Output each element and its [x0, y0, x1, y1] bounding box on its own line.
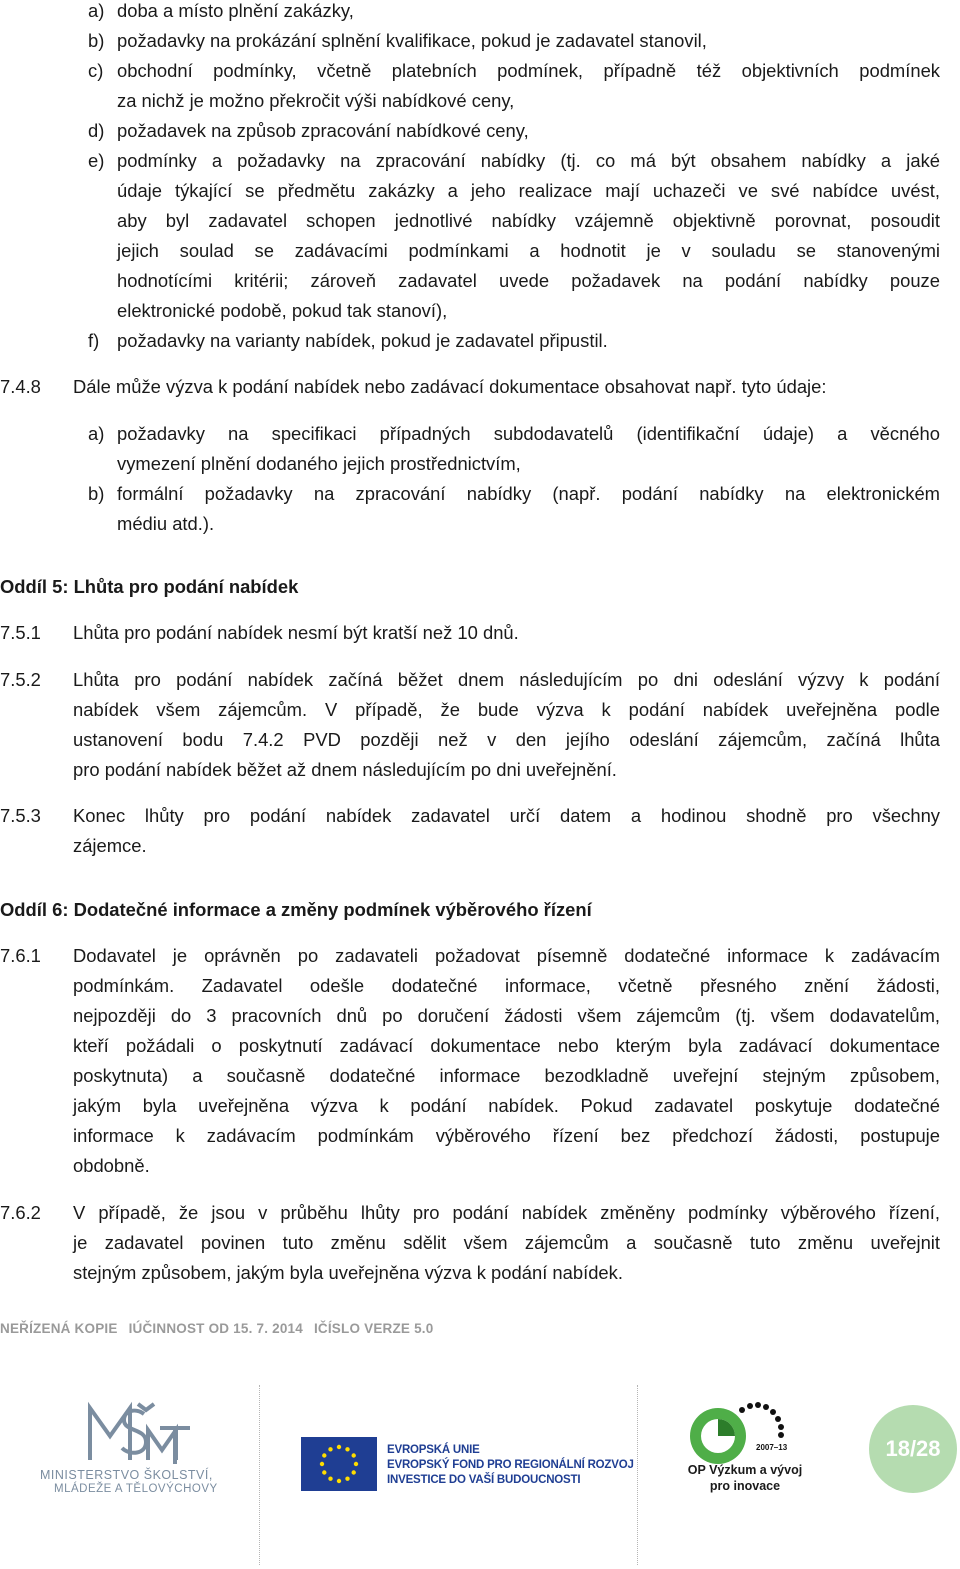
- paragraph-7-5-3: [0, 801, 940, 861]
- list-text: za nichž je možno překročit výši nabídkové ceny,: [117, 90, 515, 111]
- paragraph-number: 7.6.1: [0, 945, 41, 966]
- paragraph-text: obdobně.: [73, 1155, 150, 1176]
- list-item: [88, 116, 940, 146]
- list-item: [88, 419, 940, 479]
- op-emblem-icon: [684, 1400, 804, 1470]
- list-item: [88, 146, 940, 326]
- op-line: pro inovace: [709, 1479, 781, 1493]
- msmt-caption-line: MINISTERSTVO ŠKOLSTVÍ,: [40, 1468, 213, 1482]
- list-label: b): [88, 483, 105, 504]
- paragraph-7-6-1: [0, 941, 940, 1181]
- paragraph-number: 7.6.2: [0, 1202, 41, 1223]
- paragraph-7-4-8: [0, 372, 940, 402]
- document-footer: [0, 1321, 433, 1336]
- list-label: c): [88, 60, 104, 81]
- list-text: požadavky na prokázání splnění kvalifikace, pokud je zadavatel stanovil,: [117, 30, 707, 51]
- eu-star-icon: [328, 1477, 332, 1481]
- list-text: obchodní podmínky, včetně platebních podmínek, případně též objektivních podmínek: [117, 60, 940, 81]
- paragraph-number: 7.4.8: [0, 376, 41, 397]
- list-text: podmínky a požadavky na zpracování nabídky (tj. co má být obsahem nabídky a jaké: [117, 150, 940, 171]
- list-item: [88, 0, 940, 26]
- paragraph-text: Dodavatel je oprávněn po zadavateli požadovat písemně dodatečné informace k zadávacím: [73, 945, 940, 966]
- paragraph-text: V případě, že jsou v průběhu lhůty pro podání nabídek změněny podmínky výběrového řízení,: [73, 1202, 940, 1223]
- eu-star-icon: [352, 1470, 356, 1474]
- paragraph-text: stejným způsobem, jakým byla uveřejněna výzva k podání nabídek.: [73, 1262, 623, 1283]
- paragraph-text: ustanovení bodu 7.4.2 PVD později než v den jejího odeslání zájemcům, začíná lhůta: [73, 729, 940, 750]
- paragraph-7-6-2: [0, 1198, 940, 1288]
- paragraph-number: 7.5.2: [0, 669, 41, 690]
- eu-star-icon: [337, 1479, 341, 1483]
- paragraph-7-5-1: [0, 618, 940, 648]
- eu-line: EVROPSKÝ FOND PRO REGIONÁLNÍ ROZVOJ: [387, 1459, 634, 1471]
- paragraph-text: informace k zadávacím podmínkám výběrového řízení bez předchozí žádosti, postupuje: [73, 1125, 940, 1146]
- eu-star-icon: [320, 1462, 324, 1466]
- list-text: jejich soulad se zadávacími podmínkami a hodnotit je v souladu se stanovenými: [117, 240, 940, 261]
- paragraph-text: zájemce.: [73, 835, 147, 856]
- list-label: e): [88, 150, 105, 171]
- list-text: elektronické podobě, pokud tak stanoví),: [117, 300, 448, 321]
- eu-star-icon: [322, 1453, 326, 1457]
- eu-star-icon: [322, 1470, 326, 1474]
- footer-version: ČÍSLO VERZE 5.0: [317, 1321, 434, 1336]
- list-item: [88, 26, 940, 56]
- paragraph-text: nabídek všem zájemcům. V případě, že bude výzva k podání nabídek uveřejněna podle: [73, 699, 940, 720]
- section-heading: Oddíl 6: Dodatečné informace a změny podmínek výběrového řízení: [0, 899, 592, 920]
- msmt-emblem-icon: [40, 1400, 235, 1470]
- list-text: hodnotícími kritérii; zároveň zadavatel uvede požadavek na podání nabídky pouze: [117, 270, 940, 291]
- footer-separator: I: [313, 1321, 318, 1336]
- list-text: aby byl zadavatel schopen jednotlivé nabídky vzájemně objektivně porovnat, posoudit: [117, 210, 940, 231]
- list-label: a): [88, 423, 105, 444]
- footer-copy-status: NEŘÍZENÁ KOPIE: [0, 1321, 118, 1336]
- op-vavpi-logo: [684, 1400, 804, 1470]
- op-caption: [680, 1462, 810, 1494]
- paragraph-text: Lhůta pro podání nabídek nesmí být kratší než 10 dnů.: [73, 622, 519, 643]
- eu-star-icon: [354, 1462, 358, 1466]
- list-text: požadavky na specifikaci případných subdodavatelů (identifikační údaje) a věcného: [117, 423, 940, 444]
- page-number-badge: 18/28: [869, 1405, 957, 1493]
- eu-flag-icon: [301, 1437, 377, 1491]
- paragraph-text: nejpozději do 3 pracovních dnů po doručení žádosti všem zájemcům (tj. všem dodavatelům,: [73, 1005, 940, 1026]
- paragraph-number: 7.5.1: [0, 622, 41, 643]
- list-label: a): [88, 0, 105, 21]
- paragraph-text: je zadavatel povinen tuto změnu sdělit všem zájemcům a současně tuto změnu uveřejnit: [73, 1232, 940, 1253]
- list-item: [88, 479, 940, 539]
- footer-effective-date: ÚČINNOST OD 15. 7. 2014: [132, 1321, 303, 1336]
- paragraph-number: 7.5.3: [0, 805, 41, 826]
- eu-line: INVESTICE DO VAŠÍ BUDOUCNOSTI: [387, 1474, 581, 1486]
- paragraph-text: Konec lhůty pro podání nabídek zadavatel určí datem a hodinou shodně pro všechny: [73, 805, 940, 826]
- list-text: doba a místo plnění zakázky,: [117, 0, 354, 21]
- paragraph-text: Dále může výzva k podání nabídek nebo zadávací dokumentace obsahovat např. tyto údaje:: [73, 376, 827, 397]
- logo-divider: [637, 1385, 638, 1565]
- paragraph-text: podmínkám. Zadavatel odešle dodatečné informace, včetně přesného znění žádosti,: [73, 975, 940, 996]
- msmt-caption-line: MLÁDEŽE A TĚLOVÝCHOVY: [54, 1483, 218, 1495]
- eu-star-icon: [345, 1477, 349, 1481]
- msmt-caption: [40, 1468, 235, 1496]
- footer-separator: I: [128, 1321, 133, 1336]
- eu-star-icon: [337, 1445, 341, 1449]
- paragraph-text: jakým byla uveřejněna výzva k podání nabídek. Pokud zadavatel poskytuje dodatečné: [73, 1095, 940, 1116]
- list-text: údaje týkající se předmětu zakázky a jeho realizace mají uchazeči ve své nabídce uvést,: [117, 180, 940, 201]
- list-text: médiu atd.).: [117, 513, 215, 534]
- list-text: požadavek na způsob zpracování nabídkové ceny,: [117, 120, 529, 141]
- eu-star-icon: [352, 1453, 356, 1457]
- paragraph-text: kteří požádali o poskytnutí zadávací dokumentace nebo kterým byla zadávací dokumentace: [73, 1035, 940, 1056]
- logo-divider: [259, 1385, 260, 1565]
- list-text: formální požadavky na zpracování nabídky (např. podání nabídky na elektronickém: [117, 483, 940, 504]
- list-label: f): [88, 330, 100, 351]
- op-line: OP Výzkum a vývoj: [687, 1463, 803, 1477]
- section-heading: Oddíl 5: Lhůta pro podání nabídek: [0, 576, 299, 597]
- eu-fund-text: [387, 1443, 634, 1488]
- list-item: [88, 56, 940, 116]
- list-text: vymezení plnění dodaného jejich prostřednictvím,: [117, 453, 521, 474]
- op-years: 2007–13: [756, 1443, 788, 1452]
- list-text: požadavky na varianty nabídek, pokud je zadavatel připustil.: [117, 330, 608, 351]
- eu-line: EVROPSKÁ UNIE: [387, 1444, 480, 1456]
- list-label: d): [88, 120, 105, 141]
- eu-star-icon: [328, 1447, 332, 1451]
- paragraph-text: Lhůta pro podání nabídek začíná běžet dnem následujícím po dni odeslání výzvy k podání: [73, 669, 940, 690]
- eu-star-icon: [345, 1447, 349, 1451]
- list-label: b): [88, 30, 105, 51]
- list-item: [88, 326, 940, 356]
- paragraph-7-5-2: [0, 665, 940, 785]
- paragraph-text: pro podání nabídek běžet až dnem následujícím po dni uveřejnění.: [73, 759, 617, 780]
- paragraph-text: poskytnuta) a současně dodatečné informace bezodkladně uveřejní stejným způsobem,: [73, 1065, 940, 1086]
